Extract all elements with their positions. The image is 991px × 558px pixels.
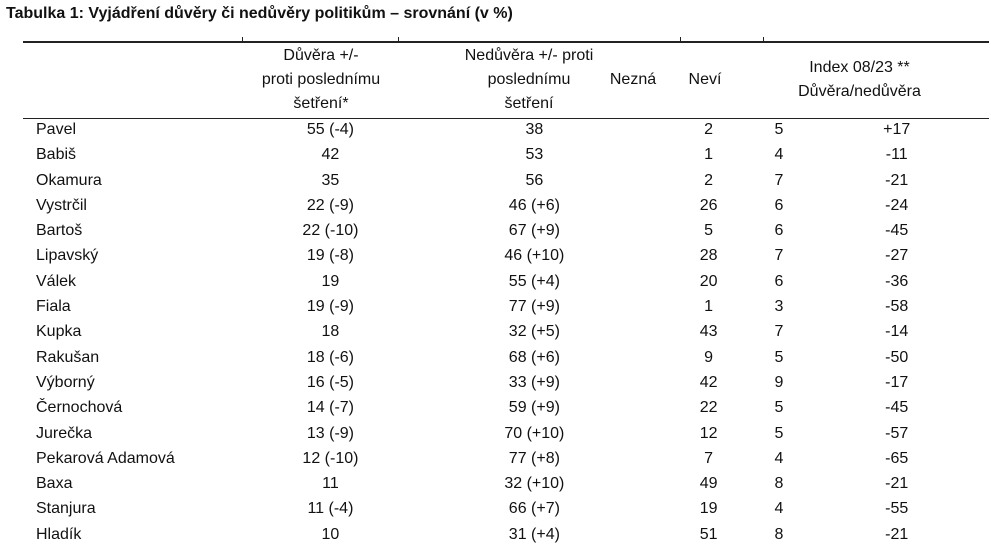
index-cell: -50 [885, 348, 909, 366]
distrust-cell: 77 (+8) [508, 449, 560, 467]
table-row [23, 142, 991, 167]
politician-name-cell: Kupka [36, 323, 82, 341]
unknown-cell: 2 [704, 171, 714, 189]
table-row [23, 446, 991, 471]
politician-name-cell: Jurečka [36, 424, 93, 442]
dontknow-cell: 7 [774, 171, 784, 189]
header-index [763, 44, 956, 116]
trust-cell: 11 (-4) [307, 500, 354, 518]
column-divider-tick [680, 37, 681, 42]
dontknow-cell: 5 [774, 424, 784, 442]
unknown-cell: 26 [699, 196, 718, 214]
dontknow-cell: 8 [774, 475, 784, 493]
distrust-cell: 70 (+10) [504, 424, 565, 442]
politician-name-cell: Černochová [36, 399, 123, 417]
distrust-cell: 38 [525, 121, 544, 138]
unknown-cell: 12 [699, 424, 718, 442]
dontknow-cell: 9 [774, 373, 784, 391]
index-cell: -21 [885, 171, 909, 189]
index-cell: -17 [885, 373, 909, 391]
unknown-cell: 1 [704, 146, 714, 164]
index-cell: -45 [885, 222, 909, 240]
dontknow-cell: 6 [774, 272, 784, 290]
unknown-cell: 5 [704, 222, 714, 240]
unknown-cell: 28 [699, 247, 718, 265]
dontknow-cell: 4 [774, 146, 784, 164]
politician-name-cell: Lipavský [36, 247, 99, 265]
politician-name-cell: Bartoš [36, 222, 83, 240]
header-dontknow [681, 44, 729, 116]
unknown-cell: 20 [699, 272, 718, 290]
distrust-cell: 46 (+6) [508, 196, 560, 214]
politician-name-cell: Válek [36, 272, 77, 290]
trust-cell: 16 (-5) [306, 373, 354, 391]
trust-cell: 14 (-7) [306, 399, 354, 417]
trust-cell: 42 [321, 146, 340, 164]
politician-name-cell: Pekarová Adamová [36, 449, 175, 467]
header-index-line: Index 08/23 ** [809, 59, 910, 76]
trust-cell: 35 [321, 171, 340, 189]
dontknow-cell: 6 [774, 196, 784, 214]
dontknow-cell: 4 [774, 500, 784, 518]
table-title: Tabulka 1: Vyjádření důvěry či nedůvěry politikům – srovnání (v %) [6, 5, 513, 22]
unknown-cell: 7 [704, 449, 714, 467]
unknown-cell: 49 [699, 475, 718, 493]
distrust-cell: 77 (+9) [508, 298, 560, 316]
unknown-cell: 43 [699, 323, 718, 341]
distrust-cell: 53 [525, 146, 544, 164]
trust-cell: 10 [321, 525, 340, 543]
distrust-cell: 33 (+9) [508, 373, 560, 391]
index-cell: -36 [885, 272, 909, 290]
politician-name-cell: Fiala [36, 298, 71, 316]
table-row [23, 496, 991, 521]
table-row [23, 471, 991, 496]
trust-cell: 19 (-8) [306, 247, 354, 265]
distrust-cell: 68 (+6) [508, 348, 560, 366]
trust-cell: 19 (-9) [306, 298, 354, 316]
header-distrust-line: poslednímu [487, 71, 571, 88]
header-unknown [585, 44, 681, 116]
table-row [23, 319, 991, 344]
index-cell: -58 [885, 298, 909, 316]
trust-cell: 11 [322, 475, 339, 493]
table-row [23, 269, 991, 294]
dontknow-cell: 6 [774, 222, 784, 240]
header-dontknow-label: Neví [688, 71, 722, 88]
header-distrust-line: Nedůvěra +/- proti [464, 47, 594, 64]
table-row [23, 117, 991, 142]
distrust-cell: 31 (+4) [508, 525, 560, 543]
table-row [23, 193, 991, 218]
distrust-cell: 66 (+7) [508, 500, 560, 518]
unknown-cell: 1 [704, 298, 714, 316]
trust-cell: 55 (-4) [306, 121, 354, 138]
trust-cell: 13 (-9) [306, 424, 354, 442]
index-cell: -21 [885, 525, 909, 543]
unknown-cell: 19 [699, 500, 718, 518]
dontknow-cell: 3 [774, 298, 784, 316]
header-unknown-label: Nezná [609, 71, 657, 88]
index-cell: -14 [885, 323, 909, 341]
distrust-cell: 56 [525, 171, 544, 189]
table-row [23, 294, 991, 319]
header-distrust-line: šetření [504, 95, 554, 112]
dontknow-cell: 4 [774, 449, 784, 467]
politician-name-cell: Rakušan [36, 348, 100, 366]
column-divider-tick [242, 37, 243, 42]
distrust-cell: 55 (+4) [508, 272, 560, 290]
table-body [23, 117, 991, 547]
dontknow-cell: 8 [774, 525, 784, 543]
table-row [23, 395, 991, 420]
column-divider-tick [763, 37, 764, 42]
dontknow-cell: 7 [774, 247, 784, 265]
politician-name-cell: Baxa [36, 475, 73, 493]
table-row [23, 168, 991, 193]
dontknow-cell: 5 [774, 399, 784, 417]
header-trust-line: Důvěra +/- [283, 47, 359, 64]
table-row [23, 243, 991, 268]
table-row [23, 421, 991, 446]
politician-name-cell: Vystrčil [36, 196, 87, 214]
index-cell: -45 [885, 399, 909, 417]
dontknow-cell: 5 [774, 348, 784, 366]
unknown-cell: 42 [699, 373, 718, 391]
unknown-cell: 2 [704, 121, 714, 138]
politician-trust-table [23, 117, 991, 547]
trust-cell: 18 [321, 323, 340, 341]
index-cell: -21 [885, 475, 909, 493]
index-cell: -24 [885, 196, 909, 214]
header-trust-line: proti poslednímu [261, 71, 381, 88]
dontknow-cell: 7 [774, 323, 784, 341]
index-cell: -57 [885, 424, 909, 442]
index-cell: +17 [883, 121, 911, 138]
header-index-line: Důvěra/nedůvěra [798, 83, 921, 100]
unknown-cell: 9 [704, 348, 714, 366]
index-cell: -55 [885, 500, 909, 518]
header-trust-line: šetření* [293, 95, 349, 112]
table-top-rule [23, 41, 989, 43]
column-divider-tick [398, 37, 399, 42]
distrust-cell: 59 (+9) [508, 399, 560, 417]
trust-cell: 19 [321, 272, 340, 290]
table-row [23, 370, 991, 395]
index-cell: -27 [885, 247, 909, 265]
trust-cell: 22 (-10) [302, 222, 359, 240]
politician-name-cell: Okamura [36, 171, 102, 189]
trust-cell: 18 (-6) [306, 348, 354, 366]
index-cell: -11 [885, 146, 908, 164]
politician-name-cell: Stanjura [36, 500, 96, 518]
table-row [23, 218, 991, 243]
distrust-cell: 67 (+9) [508, 222, 560, 240]
distrust-cell: 32 (+5) [508, 323, 560, 341]
politician-name-cell: Pavel [36, 121, 77, 138]
table-row [23, 345, 991, 370]
trust-cell: 22 (-9) [306, 196, 354, 214]
trust-cell: 12 (-10) [302, 449, 359, 467]
header-trust [243, 44, 399, 116]
unknown-cell: 51 [699, 525, 718, 543]
politician-name-cell: Hladík [36, 525, 82, 543]
index-cell: -65 [885, 449, 909, 467]
distrust-cell: 46 (+10) [504, 247, 565, 265]
politician-name-cell: Babiš [36, 146, 77, 164]
distrust-cell: 32 (+10) [504, 475, 565, 493]
politician-name-cell: Výborný [36, 373, 95, 391]
unknown-cell: 22 [699, 399, 718, 417]
dontknow-cell: 5 [774, 121, 784, 138]
table-row [23, 522, 991, 547]
